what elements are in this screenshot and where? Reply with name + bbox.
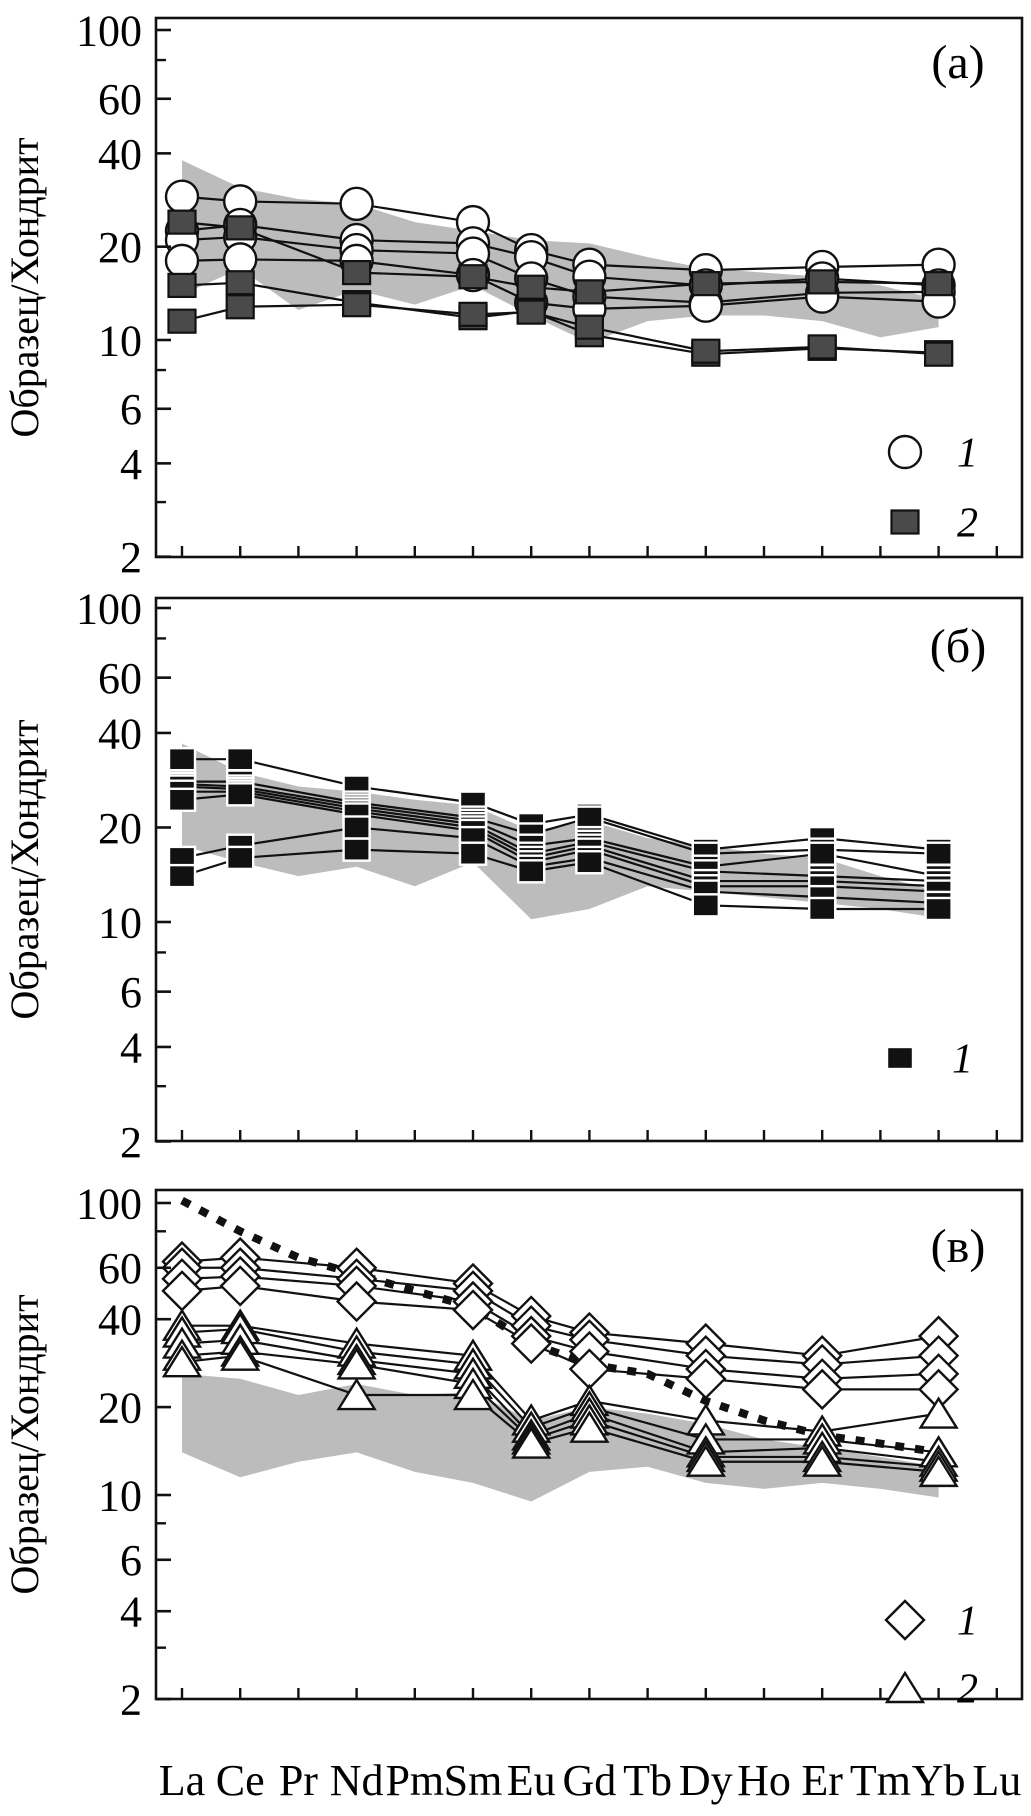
square-gray-marker bbox=[169, 310, 196, 333]
square-gray-marker bbox=[518, 301, 545, 324]
circle-marker bbox=[341, 188, 373, 220]
y-tick-label: 20 bbox=[98, 1383, 142, 1433]
square-black-marker bbox=[576, 851, 602, 873]
square-gray-marker bbox=[343, 261, 370, 284]
x-axis-label-Lu: Lu bbox=[972, 1756, 1022, 1805]
y-tick-label: 40 bbox=[98, 129, 142, 179]
panel-label: (в) bbox=[930, 1220, 986, 1273]
square-gray-marker bbox=[809, 335, 836, 358]
square-black-marker bbox=[460, 843, 486, 865]
square-gray-marker bbox=[460, 265, 487, 288]
square-black-marker bbox=[344, 839, 370, 861]
square-gray-marker bbox=[925, 272, 952, 295]
x-axis-label-Tb: Tb bbox=[623, 1756, 673, 1805]
square-gray-marker bbox=[169, 274, 196, 297]
y-tick-label: 4 bbox=[120, 439, 142, 489]
y-tick-label: 10 bbox=[98, 1471, 142, 1521]
circle-marker bbox=[166, 245, 198, 277]
y-tick-label: 100 bbox=[76, 6, 142, 56]
square-black-marker bbox=[926, 898, 952, 920]
square-gray-marker bbox=[692, 272, 719, 295]
y-tick-label: 2 bbox=[120, 1675, 142, 1725]
square-black-marker bbox=[169, 789, 195, 811]
x-axis-label-Er: Er bbox=[801, 1756, 843, 1805]
x-axis-label-Yb: Yb bbox=[911, 1756, 966, 1805]
legend-marker-circle bbox=[889, 436, 921, 468]
legend-label: 2 bbox=[957, 1666, 978, 1713]
y-tick-label: 20 bbox=[98, 223, 142, 273]
y-tick-label: 100 bbox=[76, 584, 142, 634]
y-tick-label: 20 bbox=[98, 803, 142, 853]
square-black-marker bbox=[693, 894, 719, 916]
y-axis-label: Образец/Хондрит bbox=[2, 137, 47, 438]
x-axis-label-Pm: Pm bbox=[385, 1756, 445, 1805]
x-axis-label-Gd: Gd bbox=[562, 1756, 617, 1805]
square-gray-marker bbox=[809, 270, 836, 293]
square-black-marker bbox=[809, 843, 835, 865]
y-tick-label: 60 bbox=[98, 75, 142, 125]
panel-b bbox=[2, 584, 1022, 1166]
panel-label: (а) bbox=[931, 36, 985, 89]
legend-label: 1 bbox=[952, 1036, 973, 1083]
legend-label: 1 bbox=[957, 430, 978, 477]
x-axis-label-Pr: Pr bbox=[278, 1756, 318, 1805]
square-gray-marker bbox=[925, 343, 952, 366]
square-gray-marker bbox=[343, 293, 370, 316]
square-black-marker bbox=[576, 807, 602, 829]
x-axis-label-Dy: Dy bbox=[678, 1756, 733, 1805]
square-gray-marker bbox=[460, 303, 487, 326]
square-black-marker bbox=[169, 748, 195, 770]
y-axis-label: Образец/Хондрит bbox=[2, 719, 47, 1020]
x-axis-label-Tm: Tm bbox=[849, 1756, 911, 1805]
square-gray-marker bbox=[692, 340, 719, 363]
square-black-marker bbox=[227, 847, 253, 869]
square-gray-marker bbox=[227, 216, 254, 239]
circle-marker bbox=[166, 181, 198, 213]
square-black-marker bbox=[227, 783, 253, 805]
y-tick-label: 40 bbox=[98, 709, 142, 759]
y-tick-label: 60 bbox=[98, 654, 142, 704]
square-gray-marker bbox=[518, 276, 545, 299]
y-axis-label: Образец/Хондрит bbox=[2, 1294, 47, 1595]
legend-marker-square-black bbox=[887, 1047, 913, 1069]
x-axis-label-Eu: Eu bbox=[506, 1756, 556, 1805]
x-axis-label-Nd: Nd bbox=[329, 1756, 384, 1805]
square-gray-marker bbox=[169, 211, 196, 234]
panel-a bbox=[2, 6, 1022, 582]
y-tick-label: 10 bbox=[98, 316, 142, 366]
y-tick-label: 2 bbox=[120, 533, 142, 583]
square-gray-marker bbox=[227, 295, 254, 318]
y-tick-label: 6 bbox=[120, 385, 142, 435]
square-black-marker bbox=[518, 860, 544, 882]
y-tick-label: 10 bbox=[98, 898, 142, 948]
x-axis-label-La: La bbox=[158, 1756, 206, 1805]
square-black-marker bbox=[169, 865, 195, 887]
y-tick-label: 6 bbox=[120, 968, 142, 1018]
y-tick-label: 4 bbox=[120, 1023, 142, 1073]
legend-label: 1 bbox=[957, 1598, 978, 1645]
y-tick-label: 2 bbox=[120, 1117, 142, 1167]
square-gray-marker bbox=[576, 316, 603, 339]
square-black-marker bbox=[926, 843, 952, 865]
legend-label: 2 bbox=[957, 500, 978, 547]
y-tick-label: 4 bbox=[120, 1587, 142, 1637]
panel-v bbox=[2, 1179, 1022, 1724]
x-axis-label-Sm: Sm bbox=[443, 1756, 503, 1805]
square-black-marker bbox=[344, 816, 370, 838]
y-tick-label: 40 bbox=[98, 1295, 142, 1345]
x-axis-label-Ho: Ho bbox=[737, 1756, 791, 1805]
square-gray-marker bbox=[576, 280, 603, 303]
y-tick-label: 100 bbox=[76, 1179, 142, 1229]
x-axis-label-Ce: Ce bbox=[215, 1756, 265, 1805]
square-black-marker bbox=[227, 748, 253, 770]
y-tick-label: 60 bbox=[98, 1244, 142, 1294]
square-black-marker bbox=[809, 898, 835, 920]
panel-label: (б) bbox=[929, 620, 987, 673]
legend-marker-square-gray bbox=[892, 511, 919, 534]
square-gray-marker bbox=[227, 271, 254, 294]
y-tick-label: 6 bbox=[120, 1536, 142, 1586]
